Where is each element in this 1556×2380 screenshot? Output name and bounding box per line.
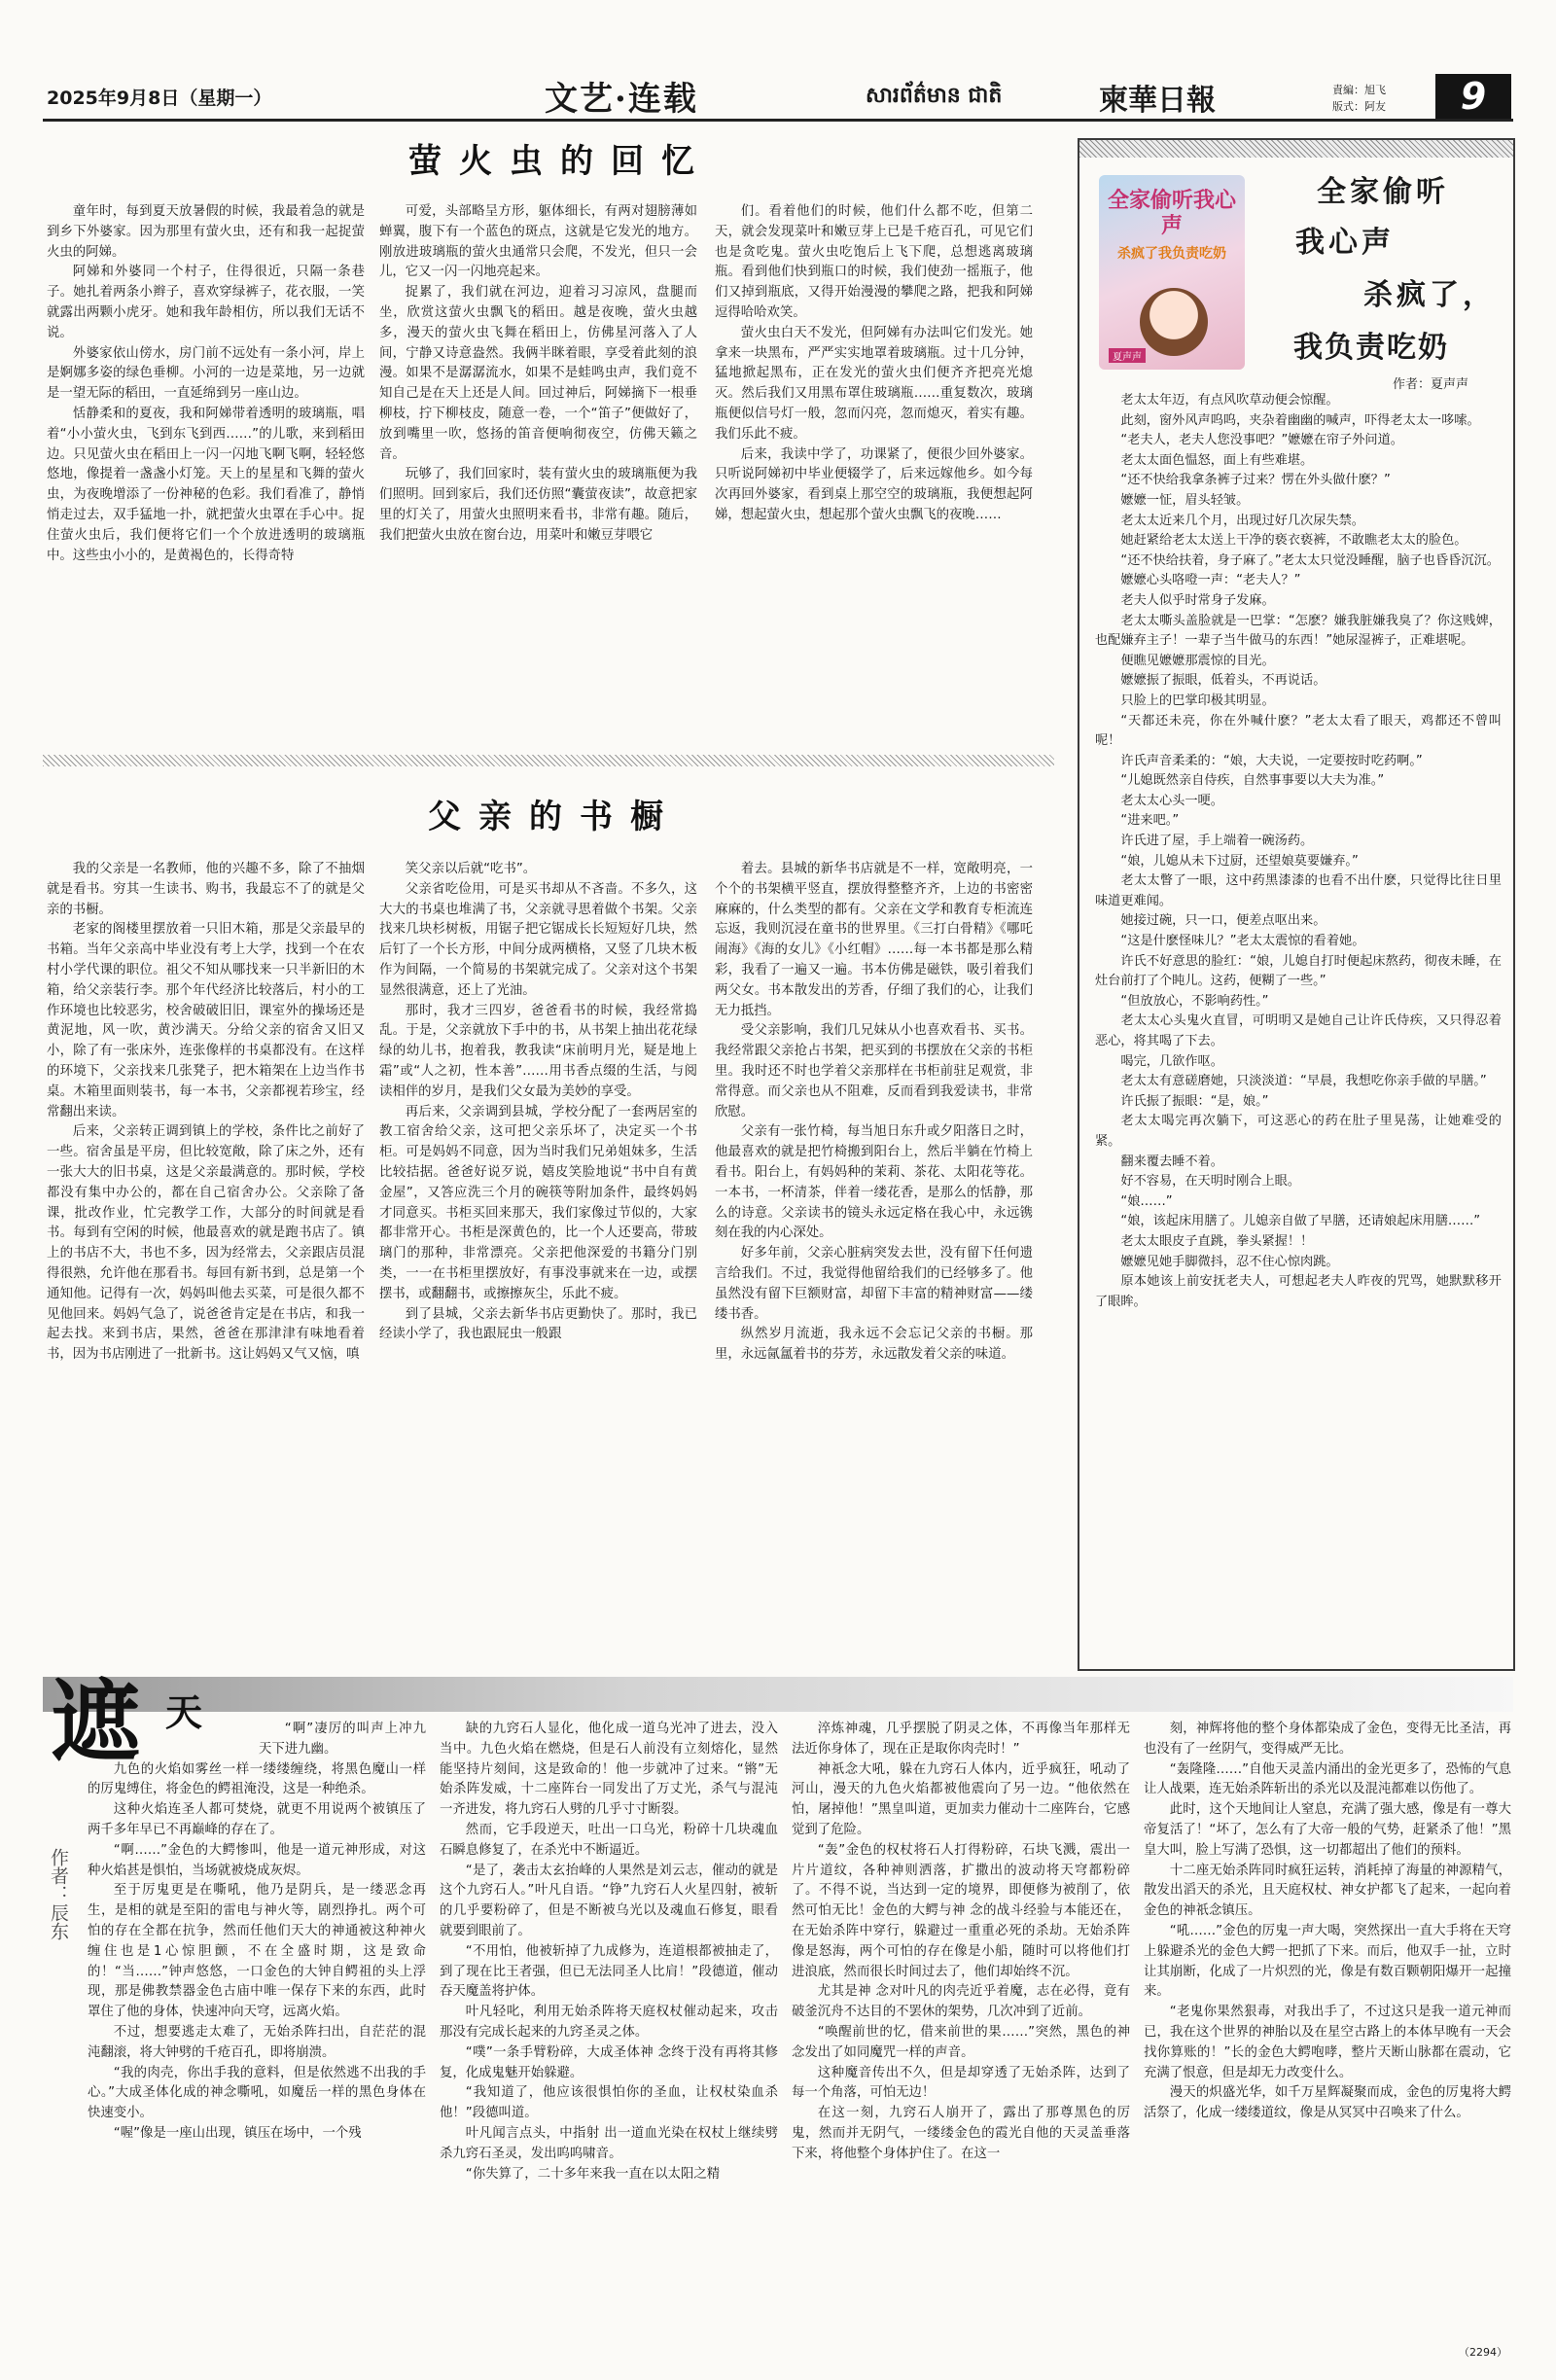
paragraph: 老太太眼皮子直跳，拳头紧握！！ (1120, 1233, 1314, 1249)
paragraph: 玩够了，我们回家时，装有萤火虫的玻璃瓶便为我们照明。回到家后，我们还仿照“囊萤夜读”，故意把家里的灯关了，用萤火虫照明来看书，非常有趣。随后，我们把萤火虫放在窗台边，用菜叶和嫩豆芽喂它 (379, 467, 697, 543)
paragraph: 不过，想要逃走太难了，无始杀阵扫出，自茫茫的混沌翻滚，将大钟劈的千疮百孔，即将崩溃。 (88, 2024, 426, 2060)
paragraph: 后来，我读中学了，功课紧了，便很少回外婆家。只听说阿娣初中毕业便辍学了，后来远嫁他乡。如今每次再回外婆家，看到桌上那空空的玻璃瓶，我便想起阿娣，想起萤火虫，想起那个萤火虫飘飞的夜晚…… (715, 446, 1033, 522)
serial1-title-line-4: 我负责吃奶 (1293, 331, 1449, 365)
paragraph: 漫天的炽盛光华，如千万星辉凝聚而成，金色的厉鬼将大鳄活祭了，化成一缕缕道纹，像是从冥冥中召唤来了什么。 (1144, 2085, 1511, 2121)
serial2-title-main: 遮 (51, 1669, 141, 1774)
paragraph: 童年时，每到夏天放暑假的时候，我最着急的就是到乡下外婆家。因为那里有萤火虫，还有和我一起捉萤火虫的阿娣。 (47, 204, 365, 260)
paragraph: 嬷嬷振了振眼，低着头，不再说话。 (1120, 673, 1326, 689)
serial1-cover-image (1099, 175, 1245, 370)
header-rule (43, 119, 1513, 122)
paragraph: “娘，该起床用膳了。儿媳亲自做了早膳，还请娘起床用膳……” (1120, 1214, 1481, 1229)
paragraph: “啊……”金色的大鳄惨叫，他是一道元神形成，对这种火焰甚是惧怕，当场就被烧成灰烬。 (88, 1842, 426, 1878)
paragraph: “吼……”金色的厉鬼一声大喝，突然探出一直大手将在天穹上躲避杀光的金色大鳄一把抓了下来。而后，他双手一扯，立时让其崩断，化成了一片炽烈的光，像是有数百颗朝阳爆开一起撞来。 (1144, 1923, 1511, 2000)
paragraph: 恬静柔和的夏夜，我和阿娣带着透明的玻璃瓶，唱着“小小萤火虫，飞到东飞到西……”的儿歌，来到稻田边。只见萤火虫在稻田上一闪一闪地飞啊飞啊，轻轻悠悠地，像提着一盏盏小灯笼。天上的星星和飞舞的萤火虫，为夜晚增添了一份神秘的色彩。我们看准了，静悄悄走过去，双手猛地一扑，就把萤火虫罩在手心中。捉住萤火虫后，我们便将它们一个个放进透明的玻璃瓶中。这些虫小小的，是黄褐色的，长得奇特 (47, 406, 365, 563)
article2-column-3 (715, 860, 1033, 1638)
paragraph: 笑父亲以后就“吃书”。 (405, 862, 537, 876)
paragraph: 淬炼神魂，几乎摆脱了阴灵之体，不再像当年那样无法近你身体了，现在正是取你肉壳时！” (792, 1722, 1130, 1757)
paragraph: 此时，这个天地间让人窒息，充满了强大感，像是有一尊大帝复活了！“坏了，怎么有了大帝一般的气势，赶紧杀了他！”黑皇大叫，脸上写满了恐惧，这一切都超出了他们的预料。 (1144, 1802, 1511, 1858)
paragraph: 那时，我才三四岁，爸爸看书的时候，我经常捣乱。于是，父亲就放下手中的书，从书架上抽出花花绿绿的幼儿书，抱着我，教我读“床前明月光，疑是地上霜”或“人之初，性本善”……用书香点缀的生活，与阅读相伴的岁月，是我们父女最为美妙的享受。 (379, 1003, 697, 1099)
section-divider (43, 755, 1054, 766)
paragraph: “不用怕，他被斩掉了九成修为，连道根都被抽走了，到了现在比王者强，但已无法同圣人比肩！”段德道，催动吞天魔盖将护体。 (440, 1943, 778, 2000)
editor-credit: 責編：旭飞 (1332, 84, 1386, 96)
paragraph: 她赶紧给老太太送上干净的亵衣亵裤，不敢瞧老太太的脸色。 (1120, 533, 1468, 549)
paragraph: 老太太嘶头盖脸就是一巴掌：“怎麽？嫌我脏嫌我臭了？你这贱婢，也配嫌弃主子！一辈子当牛做马的东西！”她尿湿裤子，正难堪呢。 (1095, 613, 1502, 649)
paragraph: “我知道了，他应该很惧怕你的圣血，让权杖染血杀他！”段德叫道。 (440, 2085, 778, 2121)
paragraph: 许氏声音柔柔的：“娘，大夫说，一定要按时吃药啊。” (1120, 753, 1423, 768)
paragraph: 可爱，头部略呈方形，躯体细长，有两对翅膀薄如蝉翼，腹下有一个蓝色的斑点，这就是它发光的地方。刚放进玻璃瓶的萤火虫通常只会爬，不发光，但只一会儿，它又一闪一闪地亮起来。 (379, 204, 697, 280)
serial1-title-line-1: 全家偷听 (1317, 175, 1449, 209)
paragraph: “啊”凄厉的叫声上冲九天下进九幽。 (259, 1722, 426, 1757)
paragraph: “你失算了，二十多年来我一直在以太阳之精 (465, 2166, 721, 2182)
cover-subtitle: 杀疯了我负责吃奶 (1117, 246, 1226, 262)
paragraph: “轰隆隆……”自他天灵盖内涌出的金光更多了，恐怖的气息让人战栗，连无始杀阵斩出的杀光以及混沌都难以伤他了。 (1144, 1761, 1511, 1797)
serial1-title-line-2: 我心声 (1295, 226, 1395, 260)
paragraph: 嬷嬷见她手脚微抖，忍不住心惊肉跳。 (1120, 1254, 1339, 1269)
paragraph: 原本她该上前安抚老夫人，可想起老夫人昨夜的咒骂，她默默移开了眼眸。 (1095, 1274, 1502, 1309)
paragraph: 嬷嬷心头咯噔一声：“老夫人？” (1120, 573, 1301, 588)
paragraph: “这是什麽怪味儿？”老太太震惊的看着她。 (1120, 934, 1365, 949)
paragraph: 这种火焰连圣人都可焚烧，就更不用说两个被镇压了两千多年早已不再巅峰的存在了。 (88, 1802, 426, 1837)
paragraph: 捉累了，我们就在河边，迎着习习凉风，盘腿而坐，欣赏这萤火虫飘飞的稻田。越是夜晚，萤火虫越多，漫天的萤火虫飞舞在稻田上，仿佛星河落入了人间，宁静又诗意盎然。我俩半眯着眼，享受着此刻的浪漫。如果不是潺潺流水，如果不是蛙鸣虫声，我们竟不知自己是在天上还是人间。回过神后，阿娣摘下一根垂柳枝，拧下柳枝皮，随意一卷，一个“笛子”便做好了，放到嘴里一吹，悠扬的笛音便响彻夜空，仿佛天籁之音。 (379, 285, 697, 462)
paragraph: 这种魔音传出不久，但是却穿透了无始杀阵，达到了每一个角落，可怕无边！ (792, 2065, 1130, 2101)
serial1-title-line-3: 杀疯了， (1363, 278, 1496, 312)
paragraph: 刻，神辉将他的整个身体都染成了金色，变得无比圣洁，再也没有了一丝阴气，变得威严无比。 (1144, 1722, 1511, 1757)
paragraph: 叶凡闻言点头，中指射 出一道血光染在权杖上继续劈杀九窍石圣灵，发出呜呜啸音。 (440, 2125, 778, 2161)
paragraph: “天都还未亮，你在外喊什麽？”老太太看了眼天，鸡都还不曾叫呢！ (1095, 713, 1502, 749)
article1-column-1 (47, 202, 365, 747)
paragraph: 许氏进了屋，手上端着一碗汤药。 (1120, 834, 1314, 849)
paragraph: “唤醒前世的忆，借来前世的果……”突然，黑色的神 念发出了如同魔咒一样的声音。 (792, 2024, 1130, 2060)
paragraph: 着去。县城的新华书店就是不一样，宽敞明亮，一个个的书架横平竖直，摆放得整整齐齐，上边的书密密麻麻的，什么类型的都有。父亲在文学和教育专柜流连忘返，我则沉浸在童书的世界里。《三打白骨精》《哪吒闹海》《海的女儿》《小红帽》……每一本书都是那么精彩，我看了一遍又一遍。书本仿佛是磁铁，吸引着我们两父女。书本散发出的芳香，仔细了我们的心，让我们无力抵挡。 (715, 862, 1033, 1018)
paragraph: 只脸上的巴掌印极其明显。 (1120, 693, 1275, 708)
paragraph: 十二座无始杀阵同时疯狂运转，消耗掉了海量的神源精气，散发出滔天的杀光，且天庭权杖、神女护都飞了起来，一起向着金色的神祇念镇压。 (1144, 1863, 1511, 1919)
paragraph: 老太太年迈，有点风吹草动便会惊醒。 (1120, 393, 1339, 408)
paragraph: 老太太心头鬼火直冒，可明明又是她自己让许氏侍疾，又只得忍着恶心，将其喝了下去。 (1095, 1013, 1502, 1048)
paragraph: 萤火虫白天不发光，但阿娣有办法叫它们发光。她拿来一块黑布，严严实实地罩着玻璃瓶。过十几分钟，猛地掀起黑布，正在发光的萤火虫们便齐齐把亮光熄灭。然后我们又用黑布罩住玻璃瓶……重复数次，玻璃瓶便似信号灯一般，忽而闪亮，忽而熄灭，着实有趣。我们乐此不疲。 (715, 325, 1033, 442)
paragraph: 喝完，几欲作呕。 (1120, 1053, 1223, 1069)
paper-name: 柬華日報 (1099, 84, 1216, 118)
paragraph: 老太太有意磋磨她，只淡淡道：“早晨，我想吃你亲手做的早膳。” (1120, 1074, 1487, 1089)
paragraph: 老家的阁楼里摆放着一只旧木箱，那是父亲最早的书箱。当年父亲高中毕业没有考上大学，找到一个在农村小学代课的职位。祖父不知从哪找来一只半新旧的木箱，给父亲装行李。那个年代经济比较落后，村小的工作环境也比较恶劣，校舍破破旧旧，课室外的操场还是黄泥地，风一吹，黄沙满天。分给父亲的宿舍又旧又小，除了有一张床外，连张像样的书桌都没有。在这样的环境下，父亲找来几张凳子，把木箱架在上边当作书桌。木箱里面则装书，每一本书，父亲都视若珍宝，经常翻出来读。 (47, 922, 365, 1119)
article1-title: 萤火虫的回忆 (408, 142, 712, 181)
paragraph: “娘，儿媳从未下过厨，还望娘莫要嫌弃。” (1120, 853, 1359, 869)
paragraph: 嬷嬷一怔，眉头轻皱。 (1120, 492, 1250, 508)
paragraph: “还不快给我拿条裤子过来？愣在外头做什麽？” (1120, 473, 1391, 488)
paragraph: 好不容易，在天明时刚合上眼。 (1120, 1174, 1301, 1190)
paragraph: 许氏振了振眼：“是，娘。” (1120, 1093, 1269, 1109)
paragraph: 她接过碗，只一口，便差点呕出来。 (1120, 913, 1326, 929)
paragraph: “轰”金色的权杖将石人打得粉碎，石块飞溅，震出一片片道纹，各种神则洒落，扩撒出的波动将天穹都粉碎了。不得不说，当达到一定的境界，即便修为被削了，依然可怕无比！金色的大鳄与神 念的战斗经验与本能还在，在无始杀阵中穿行，躲避过一重重必死的杀劫。无始杀阵像是怒海，两个可怕的存在像是小船，随时可以将他们打进浪底，然而很长时间过去了，他们却始终不沉。 (792, 1842, 1130, 1979)
paragraph: 受父亲影响，我们几兄妹从小也喜欢看书、买书。我经常跟父亲抢占书架，把买到的书摆放在父亲的书柜里。我时还不时也学着父亲那样在书柜前驻足观赏，非常得意。而父亲也从不阻难，反而看到我爱读书，非常欣慰。 (715, 1023, 1033, 1119)
paragraph: 九色的火焰如雾丝一样一缕缕缠绕，将黑色魔山一样的厉鬼缚住，将金色的鳄祖淹没，这是一种绝杀。 (88, 1761, 426, 1797)
paragraph: 们。看着他们的时候，他们什么都不吃，但第二天，就会发现菜叶和嫩豆芽上已是千疮百孔，可见它们也是贪吃鬼。萤火虫吃饱后上飞下爬，总想逃离玻璃瓶。看到他们快到瓶口的时候，我们使劲一摇瓶子，他们又掉到瓶底，又得开始漫漫的攀爬之路，把我和阿娣逗得哈哈欢笑。 (715, 204, 1033, 320)
paragraph: 在这一刻，九窍石人崩开了，露出了那尊黑色的厉鬼，然而并无阴气，一缕缕金色的霞光自他的天灵盖垂落下来，将他整个身体护住了。在这一 (792, 2106, 1130, 2161)
paragraph: 到了县城，父亲去新华书店更勤快了。那时，我已经读小学了，我也跟屁虫一般跟 (379, 1306, 697, 1342)
paragraph: “喔”像是一座山出现，镇压在场中，一个残 (113, 2125, 362, 2141)
paragraph: 此刻，窗外风声呜呜，夹杂着幽幽的喊声，吓得老太太一哆嗦。 (1120, 412, 1480, 428)
article2-title: 父亲的书橱 (428, 798, 681, 836)
serial2-author: 作者：辰东 (48, 1848, 69, 1940)
paragraph: “还不快给扶着，身子麻了。”老太太只觉没睡醒，脑子也昏昏沉沉。 (1120, 552, 1500, 568)
paragraph: “但放放心，不影响药性。” (1120, 993, 1269, 1009)
serial2-column-4 (1144, 1720, 1511, 2334)
paragraph: “娘……” (1120, 1193, 1173, 1209)
cover-author: 夏声声 (1109, 348, 1146, 363)
paragraph: 后来，父亲转正调到镇上的学校，条件比之前好了一些。宿舍虽是平房，但比较宽敞，除了床之外，还有一张大大的旧书桌，这是父亲最满意的。那时候，学校都没有集中办公的，都在自己宿舍办公。父亲除了备课，批改作业，忙完教学工作，大部分的时间就是看书。每到有空闲的时候，他最喜欢的就是跑书店了。镇上的书店不大，书也不多，因为经常去，父亲跟店员混得很熟，允许他在那看书。每回有新书到，总是第一个通知他。记得有一次，妈妈叫他去买菜，可是很久都不见他回来。妈妈气急了，说爸爸肯定是在书店，和我一起去找。来到书店，果然，爸爸在那津津有味地看着书，因为书店刚进了一批新书。这让妈妈又气又恼，嗔 (47, 1124, 365, 1363)
paragraph: 老太太喝完再次躺下，可这恶心的药在肚子里晃荡，让她难受的紧。 (1095, 1114, 1502, 1149)
paragraph: 许氏不好意思的脸红：“娘，儿媳自打时便起床熬药，彻夜未睡，在灶台前打了个盹儿。这药，便糊了一些。” (1095, 953, 1502, 989)
paragraph: “儿媳既然亲自侍疾，自然事事要以大夫为准。” (1120, 773, 1385, 789)
cover-title: 全家偷听我心声 (1107, 189, 1236, 238)
serial1-banner (1079, 140, 1513, 158)
paragraph: 外婆家依山傍水，房门前不远处有一条小河，岸上是婀娜多姿的绿色垂柳。小河的一边是菜地，另一边就是一望无际的稻田，一直延绵到另一座山边。 (47, 345, 365, 402)
paragraph: 好多年前，父亲心脏病突发去世，没有留下任何遗言给我们。不过，我觉得他留给我们的已经够多了。他虽然没有留下巨额财富，却留下丰富的精神财富——缕缕书香。 (715, 1246, 1033, 1322)
paragraph: 缺的九窍石人显化，他化成一道乌光冲了进去，没入当中。九色火焰在燃烧，但是石人前没有立刻熔化，显然能坚持片刻间，这是致命的！他一步就冲了过来。“锵”无始杀阵发威，十二座阵台一同发出了万丈光，杀气与混沌一齐进发，将九窍石人劈的几乎寸寸断裂。 (440, 1722, 778, 1818)
serial2-title-small: 天 (165, 1690, 203, 1734)
serial1-text (1095, 391, 1502, 1655)
article2-column-2 (379, 860, 697, 1638)
paragraph: 再后来，父亲调到县城，学校分配了一套两居室的教工宿舍给父亲，这可把父亲乐坏了，决定买一个书柜。可是妈妈不同意，因为当时我们兄弟姐妹多，生活比较拮据。爸爸好说歹说，嬉皮笑脸地说“书中自有黄金屋”，又答应洗三个月的碗筷等附加条件，最终妈妈才同意买。书柜买回来那天，我们家像过节似的，大家都非常开心。书柜是深黄色的，比一个人还要高，带玻璃门的那种，非常漂亮。父亲把他深爱的书籍分门别类，一一在书柜里摆放好，有事没事就来在一边，或摆摆书，或翻翻书，或擦擦灰尘，乐此不疲。 (379, 1104, 697, 1301)
paragraph: 父亲有一张竹椅，每当旭日东升或夕阳落日之时，他最喜欢的就是把竹椅搬到阳台上，然后半躺在竹椅上看书。阳台上，有妈妈种的茉莉、茶花、太阳花等花。一本书，一杯清茶，伴着一缕花香，是那么的恬静，那么的诗意。父亲读书的镜头永远定格在我心中，永远镌刻在我的内心深处。 (715, 1124, 1033, 1241)
paragraph: 便瞧见嬷嬷那震惊的目光。 (1120, 653, 1275, 668)
serial1-author: 作者：夏声声 (1393, 377, 1469, 392)
paragraph: 老太太面色愠怒，面上有些难堪。 (1120, 452, 1314, 468)
paragraph: 神祇念大吼，躲在九窍石人体内，近乎疯狂，吼动了河山，漫天的九色火焰都被他震向了另一边。“他依然在怕，屠掉他！”黑皇叫道，更加卖力催动十二座阵台，它感觉到了危险。 (792, 1761, 1130, 1837)
paragraph: 老太太瞥了一眼，这中药黑漆漆的也看不出什麽，只觉得比往日里味道更难闻。 (1095, 873, 1502, 908)
paragraph: 翻来覆去睡不着。 (1120, 1154, 1223, 1169)
paragraph: 老太太近来几个月，出现过好几次尿失禁。 (1120, 513, 1364, 528)
paragraph: 尤其是神 念对叶凡的肉壳近乎着魔，志在必得，竟有破釜沉舟不达目的不罢休的架势，几次冲到了近前。 (792, 1984, 1130, 2020)
paragraph: 老太太心头一哽。 (1120, 793, 1223, 808)
paragraph: 我的父亲是一名教师，他的兴趣不多，除了不抽烟就是看书。穷其一生读书、购书，我最忘不了的就是父亲的书橱。 (47, 862, 365, 917)
paragraph: 至于厉鬼更是在嘶吼，他乃是阴兵，是一缕恶念再生，是相的就是至阳的雷电与神火等，剧烈挣扎。两个可怕的存在全都在抗争，然而任他们天大的神通被这种神火缠住也是1心惊胆颤，不在全盛时期，这是致命的！“当……”钟声悠悠，一口金色的大钟自鳄祖的头上浮现，那是佛教禁器金色古庙中唯一保存下来的东西，此时罩住了他的身体，快速冲向天穹，远离火焰。 (88, 1883, 426, 2020)
cover-figure (1140, 288, 1208, 356)
khmer-masthead: សារព័ត៌មាន ជាតិ (866, 84, 1003, 108)
layout-credit: 版式：阿友 (1332, 100, 1386, 113)
article1-column-2 (379, 202, 697, 747)
paragraph: 纵然岁月流逝，我永远不会忘记父亲的书橱。那里，永远氤氲着书的芬芳，永远散发着父亲的味道。 (715, 1327, 1033, 1363)
paragraph: 叶凡轻叱，利用无始杀阵将天庭权杖催动起来，攻击那没有完成长起来的九窍圣灵之体。 (440, 2005, 778, 2040)
header-date: 2025年9月8日（星期一） (47, 88, 272, 109)
paragraph: “是了，袭击太玄抬峰的人果然是刘云志，催动的就是这个九窍石人。”叶凡自语。“铮”九窍石人火星四射，被斩的几乎要粉碎了，但是不断被乌光以及魂血石修复，眼看就要到眼前了。 (440, 1863, 778, 1938)
serial2-column-3 (792, 1720, 1130, 2334)
article2-column-1 (47, 860, 365, 1638)
paragraph: 父亲省吃俭用，可是买书却从不吝啬。不多久，这大大的书桌也堆满了书，父亲就寻思着做个书架。父亲找来几块杉树板，用锯子把它锯成长长短短好几块，然后钉了一个长方形，中间分成两横格，又竖了几块木板作为间隔，一个简易的书架就完成了。父亲对这个书架显然很满意，还上了光油。 (379, 881, 697, 998)
paragraph: “进来吧。” (1120, 813, 1180, 829)
paragraph: “老夫人，老夫人您没事吧？”嬷嬷在帘子外问道。 (1120, 433, 1403, 448)
serial2-column-1 (88, 1720, 426, 2334)
paragraph: “老鬼你果然狠毒，对我出手了，不过这只是我一道元神而已，我在这个世界的神胎以及在星空古路上的本体早晚有一天会找你算账的！”长的金色大鳄咆哮，整片天断山脉都在震动，它充满了恨意，但是却无力改变什么。 (1144, 2005, 1511, 2080)
page-number: 9 (1435, 74, 1511, 119)
serial2-episode-number: （2294） (1459, 2346, 1507, 2359)
serial2-column-2 (440, 1720, 778, 2334)
section-title: 文艺·连载 (545, 80, 698, 119)
paragraph: 然而，它手段逆天，吐出一口乌光，粉碎十几块魂血石瞬息修复了，在杀光中不断逼近。 (440, 1822, 778, 1858)
paragraph: 老夫人似乎时常身子发麻。 (1120, 592, 1275, 608)
serial2-header-band (43, 1677, 1513, 1712)
paragraph: “噗”一条手臂粉碎，大成圣体神 念终于没有再将其修复，化成鬼魅开始躲避。 (440, 2044, 778, 2080)
article1-column-3 (715, 202, 1033, 747)
paragraph: “我的肉壳，你出手我的意料，但是依然逃不出我的手心。”大成圣体化成的神念嘶吼，如魔岳一样的黑色身体在快速变小。 (88, 2065, 426, 2121)
paragraph: 阿娣和外婆同一个村子，住得很近，只隔一条巷子。她扎着两条小辫子，喜欢穿绿裤子，花衣服，一笑就露出两颗小虎牙。她和我年龄相仿，所以我们无话不说。 (47, 265, 365, 340)
